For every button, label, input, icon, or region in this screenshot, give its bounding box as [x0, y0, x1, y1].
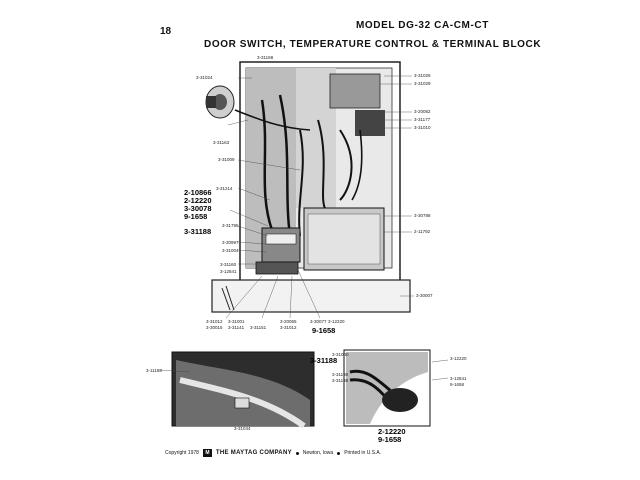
inset-small-6: 9-1658: [450, 382, 465, 387]
label-big-left-1: 2-10866: [184, 188, 212, 197]
label-bottom-1: 3-31012: [206, 319, 223, 324]
label-right-3: 3-20082: [414, 109, 431, 114]
label-left-9: 3-31160: [220, 262, 237, 267]
model-heading: MODEL DG-32 CA-CM-CT: [356, 20, 489, 31]
label-left-4: 3-31009: [218, 157, 235, 162]
label-left-7: 3-30997: [222, 240, 239, 245]
label-bottom-3: 3-31001: [228, 319, 245, 324]
label-right-6: 3-30788: [414, 213, 431, 218]
bullet-icon: [296, 452, 299, 455]
inset-small-4: 3-12220: [450, 356, 467, 361]
label-left-10: 3-12841: [220, 269, 237, 274]
label-bottom-6: 3-20065: [280, 319, 297, 324]
label-bottom-8: 3-30077: [310, 319, 327, 324]
label-left-3: 3-31163: [213, 140, 230, 145]
inset-big-2: 2-12220: [378, 427, 406, 436]
label-big-left-4: 9-1658: [184, 212, 208, 221]
printed-text: Printed in U.S.A.: [344, 450, 382, 456]
company-name: THE MAYTAG COMPANY: [215, 450, 292, 456]
label-bottom-big: 9-1658: [312, 326, 336, 335]
inset-big-1: 3-31188: [310, 356, 338, 365]
label-right-8: 3-30007: [416, 293, 433, 298]
inset-small-5: 3-12841: [450, 376, 467, 381]
inset-small-7: 3-31044: [234, 426, 251, 431]
bullet-icon: [337, 452, 340, 455]
label-bottom-4: 3-31141: [228, 325, 245, 330]
copyright-text: Copyright 1978: [165, 450, 199, 456]
label-right-1: 3-31026: [414, 73, 431, 78]
label-big-left-5: 3-31188: [184, 227, 212, 236]
label-bottom-5: 3-31151: [250, 325, 267, 330]
label-left-8: 3-31004: [222, 248, 239, 253]
label-big-left-3: 3-30078: [184, 204, 212, 213]
footer: [165, 449, 381, 457]
inset-small-3: 3-31188: [332, 378, 349, 383]
label-big-left-2: 2-12220: [184, 196, 212, 205]
label-bottom-7: 3-31012: [280, 325, 297, 330]
label-right-2: 3-31029: [414, 81, 431, 86]
label-right-4: 3-31177: [414, 117, 431, 122]
inset-big-3: 9-1658: [378, 435, 402, 444]
label-right-5: 3-31010: [414, 125, 431, 130]
label-top-left-1: 3-31168: [257, 55, 274, 60]
page-title: DOOR SWITCH, TEMPERATURE CONTROL & TERMINAL BLOCK: [204, 39, 542, 50]
label-left-5: 3-31214: [216, 186, 233, 191]
inset-small-2: 3-31190: [332, 372, 349, 377]
label-right-7: 2-11792: [414, 229, 431, 234]
maytag-logo-icon: M: [203, 449, 212, 457]
label-bottom-9: 3-12220: [328, 319, 345, 324]
inset-small-1: 3-31040: [332, 352, 349, 357]
page-number: 18: [160, 26, 172, 37]
inset-left-label: 3-11188: [146, 368, 162, 373]
label-bottom-2: 3-30015: [206, 325, 223, 330]
label-left-6: 3-31795: [222, 223, 239, 228]
city-text: Newton, Iowa: [302, 450, 334, 456]
label-top-left-2: 3-31024: [196, 75, 213, 80]
